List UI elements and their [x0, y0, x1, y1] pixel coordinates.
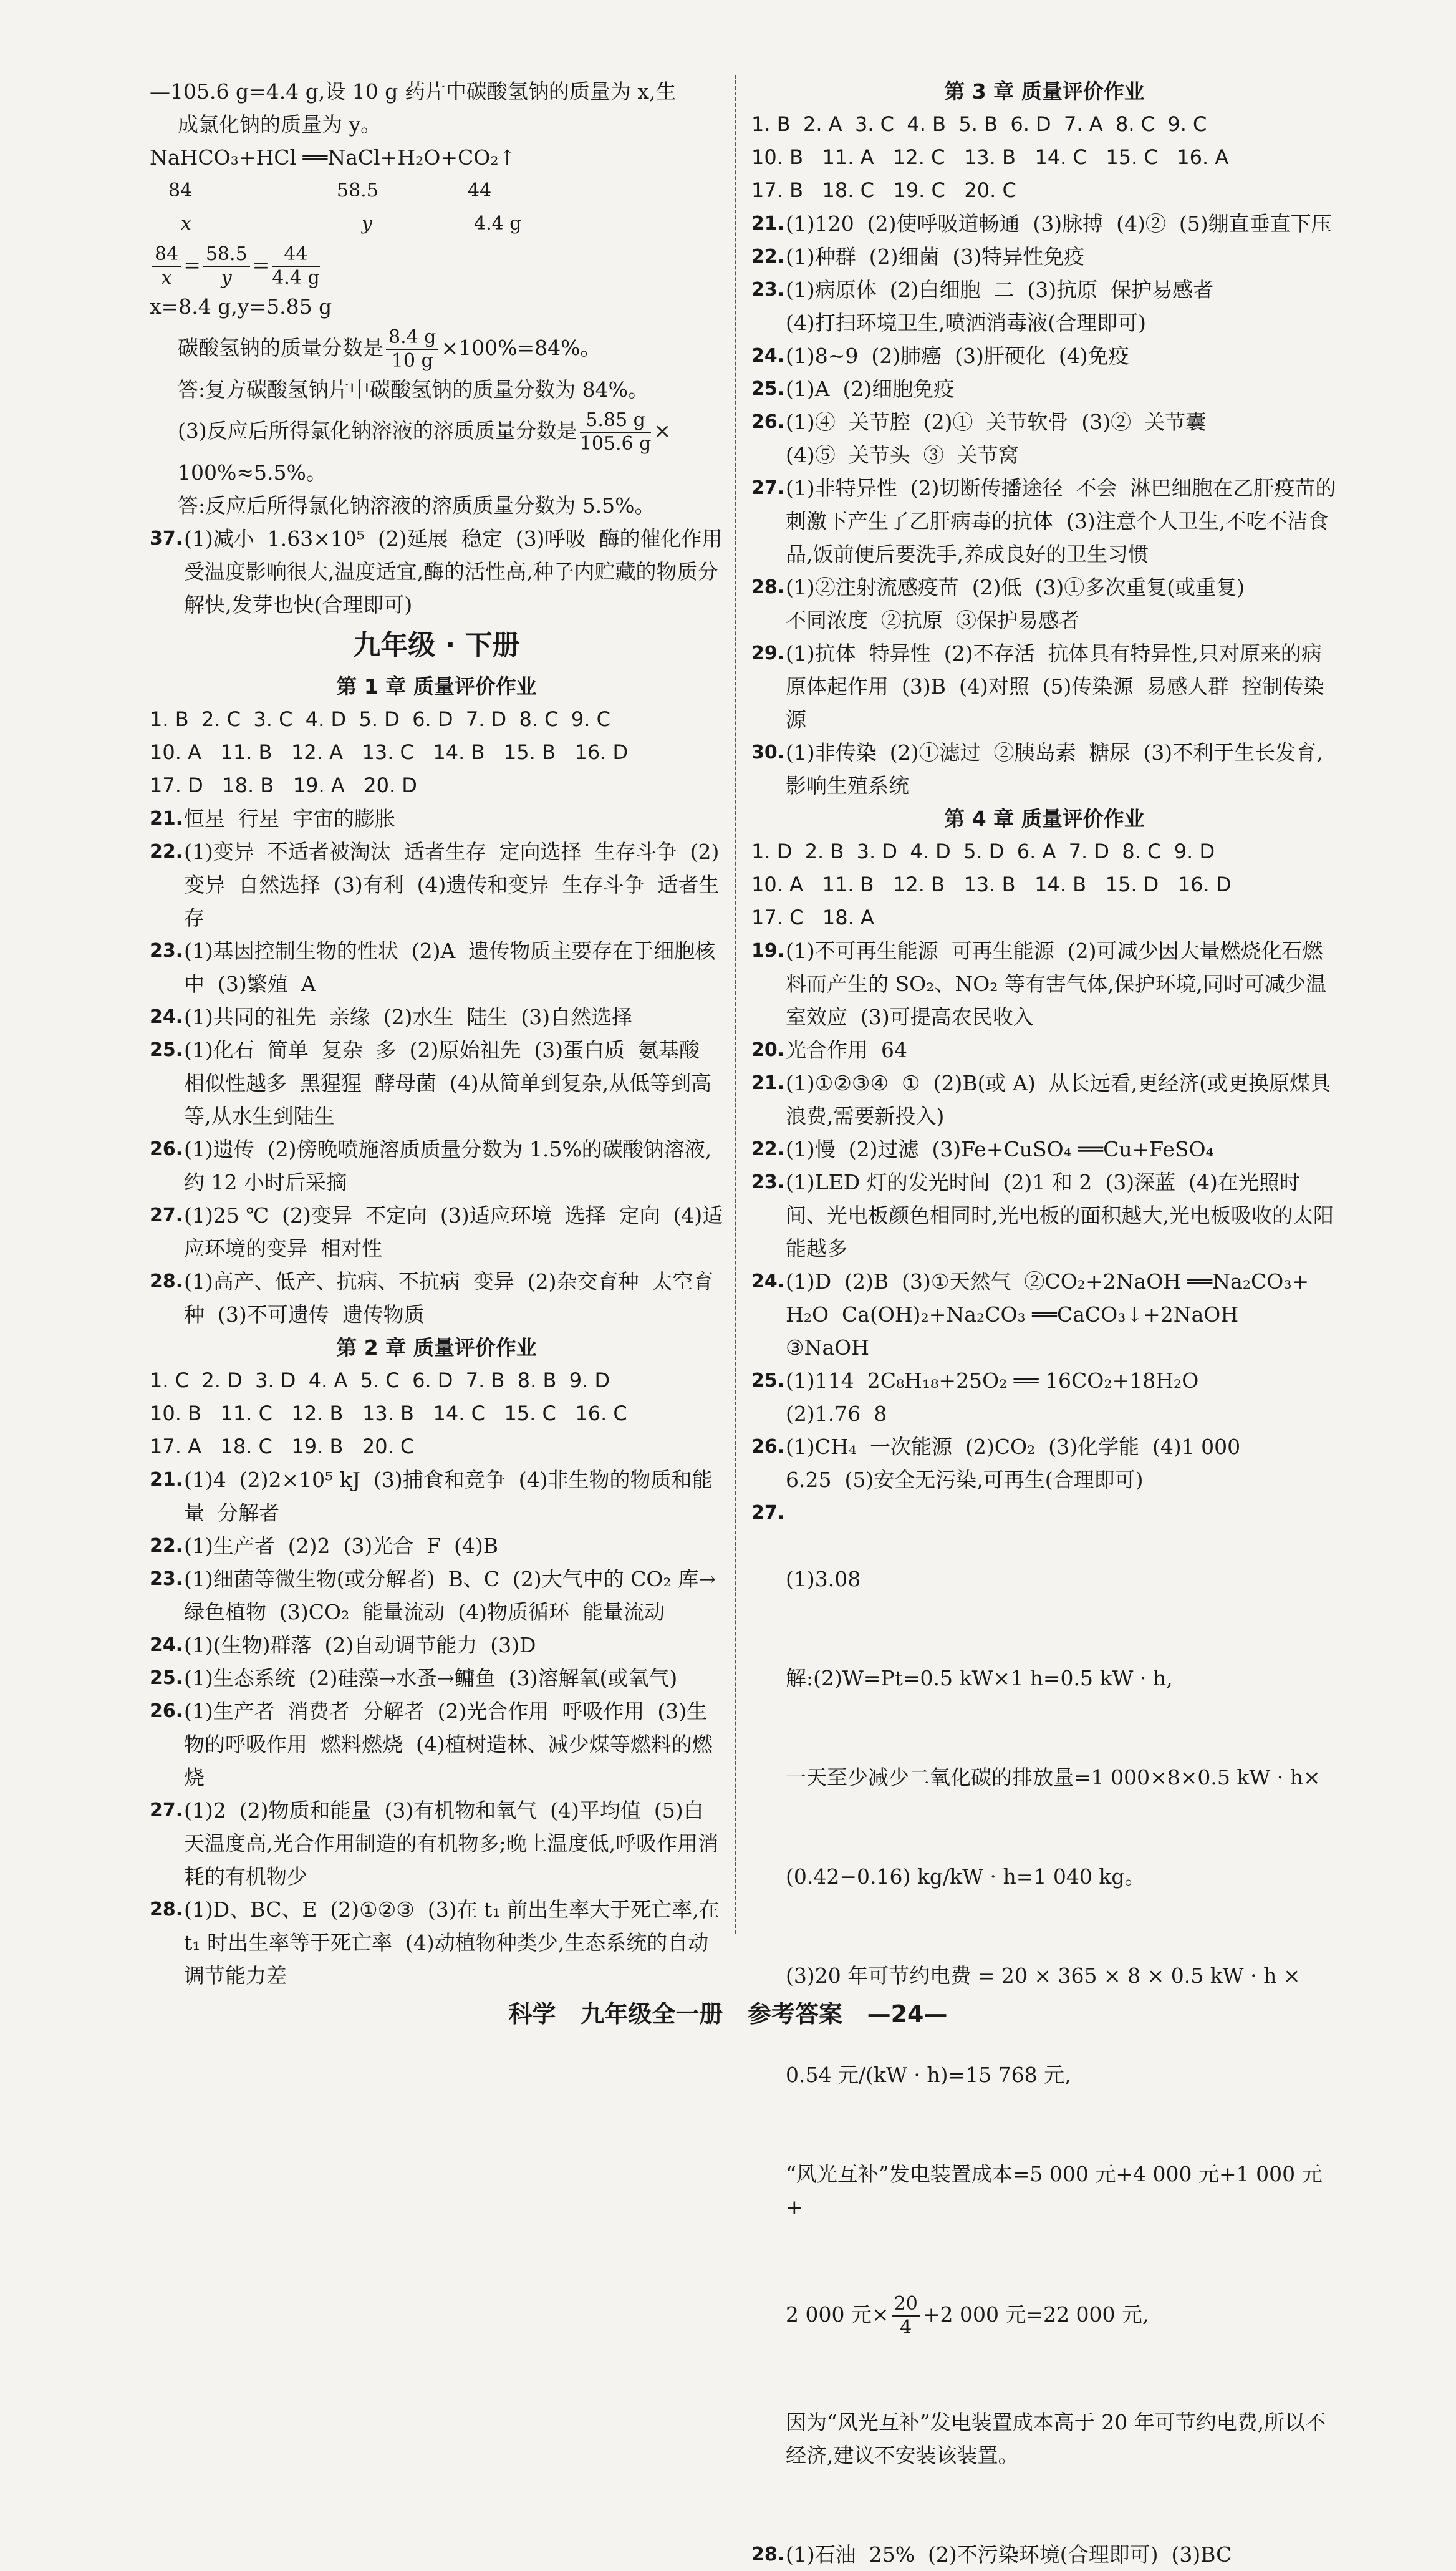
item-text: (1)化石 简单 复杂 多 (2)原始祖先 (3)蛋白质 氨基酸 相似性越多 黑猩猩 酵母菌 (4)从简单到复杂,从低等到高等,从水生到陆生: [184, 1038, 713, 1128]
answer-item: [150, 802, 723, 835]
ratio-equation: $\frac{84}{x}$ = $\frac{58.5}{y}$ = $\frac{44}{4.4 g}$: [150, 240, 723, 290]
answer-item: [150, 1133, 723, 1199]
answer-line: 答:反应后所得氯化钠溶液的溶质质量分数为 5.5%。: [178, 493, 655, 518]
answer-item: [751, 637, 1338, 736]
equation-vars: [150, 207, 723, 240]
item-number: 22.: [751, 246, 785, 268]
equation-values: [150, 174, 723, 207]
item-number: 21.: [751, 213, 785, 235]
left-column: [150, 75, 726, 1992]
item-number: 22.: [751, 1138, 785, 1160]
item-text: (1)生态系统 (2)硅藻→水蚤→鳙鱼 (3)溶解氧(或氧气): [184, 1666, 678, 1690]
answer-list: [150, 802, 723, 1331]
chapter-title: 第 2 章 质量评价作业: [336, 1335, 537, 1360]
mc-row: 10. B 11. C 12. B 13. B 14. C 15. C 16. C: [150, 1402, 627, 1425]
item-text: (1)基因控制生物的性状 (2)A 遗传物质主要存在于细胞核中 (3)繁殖 A: [184, 939, 716, 996]
item-number: 24.: [751, 345, 785, 367]
fraction: $\frac{44}{4.4 g}$: [272, 243, 320, 289]
item-number: 22.: [150, 841, 183, 863]
item-text: (1)114 2C₈H₁₈+25O₂ ══ 16CO₂+18H₂O (2)1.76 8: [786, 1368, 1199, 1426]
item-text: 恒星 行星 宇宙的膨胀: [184, 806, 395, 831]
answer-item: [751, 736, 1338, 802]
fraction: $\frac{84}{x}$: [152, 243, 181, 289]
fraction: $\frac{20}{4}$: [892, 2293, 920, 2339]
text-line: 2 000 元× $\frac{20}{4}$ +2 000 元=22 000 元,: [786, 2293, 1149, 2338]
item-number: 37.: [150, 528, 183, 550]
mc-row: 10. A 11. B 12. A 13. C 14. B 15. B 16. D: [150, 740, 629, 764]
answer-item: [751, 1364, 1338, 1430]
answer-line: 答:复方碳酸氢钠片中碳酸氢钠的质量分数为 84%。: [178, 377, 648, 402]
mc-row: 10. B 11. A 12. C 13. B 14. C 15. C 16. A: [751, 145, 1229, 169]
mc-row: 17. A 18. C 19. B 20. C: [150, 1435, 415, 1458]
fraction: $\frac{8.4 g}{10 g}$: [386, 326, 438, 372]
answer-item: [751, 273, 1338, 339]
answer-item: [150, 1529, 723, 1562]
item-number: 30.: [751, 742, 785, 763]
text-line: —105.6 g=4.4 g,设 10 g 药片中碳酸氢钠的质量为 x,生: [150, 79, 677, 104]
answer-item: [150, 522, 723, 621]
item-number: 27.: [751, 477, 785, 499]
mc-row: 1. C 2. D 3. D 4. A 5. C 6. D 7. B 8. B 9. D: [150, 1368, 610, 1392]
item-text: (1)①②③④ ① (2)B(或 A) 从长远看,更经济(或更换原煤具浪费,需要新投入): [786, 1071, 1331, 1128]
text-line: 0.54 元/(kW · h)=15 768 元,: [786, 2063, 1071, 2087]
item-text: (1)生产者 (2)2 (3)光合 F (4)B: [184, 1534, 499, 1558]
item-number: 25.: [751, 1370, 785, 1392]
item-number: 26.: [751, 1436, 785, 1458]
item-text: (1)②注射流感疫苗 (2)低 (3)①多次重复(或重复) 不同浓度 ②抗原 ③保护易感者: [786, 575, 1245, 632]
item-text: (1)120 (2)使呼吸道畅通 (3)脉搏 (4)② (5)绷直垂直下压: [786, 211, 1332, 236]
item-text: (1)④ 关节腔 (2)① 关节软骨 (3)② 关节囊 (4)⑤ 关节头 ③ 关节窝: [786, 410, 1207, 467]
text-line: 一天至少减少二氧化碳的排放量=1 000×8×0.5 kW · h×: [786, 1765, 1321, 1789]
item-number: 25.: [751, 378, 785, 400]
answer-item: [751, 405, 1338, 472]
item-text: (1)8~9 (2)肺癌 (3)肝硬化 (4)免疫: [786, 344, 1129, 368]
text-line: (3)反应后所得氯化钠溶液的溶质质量分数是 $\frac{5.85 g}{105.6 g}$ ×: [178, 409, 672, 455]
section-title: 九年级 · 下册: [353, 629, 520, 661]
item-text: (1)4 (2)2×10⁵ kJ (3)捕食和竞争 (4)非生物的物质和能量 分解者: [184, 1468, 713, 1525]
item-number: 23.: [150, 940, 183, 962]
item-number: 28.: [150, 1271, 183, 1292]
mc-row: 1. B 2. A 3. C 4. B 5. B 6. D 7. A 8. C 9. C: [751, 112, 1207, 136]
var: 4.4 g: [474, 213, 522, 235]
item-text: (1)CH₄ 一次能源 (2)CO₂ (3)化学能 (4)1 000 6.25 (5)安全无污染,可再生(合理即可): [786, 1435, 1241, 1492]
item-number: 23.: [751, 279, 785, 301]
answer-item: [150, 1265, 723, 1331]
answer-item: [751, 934, 1338, 1034]
item-text: (1)生产者 消费者 分解者 (2)光合作用 呼吸作用 (3)生物的呼吸作用 燃料燃烧 (4)植树造林、减少煤等燃料的燃烧: [184, 1699, 713, 1789]
item-text: (1)不可再生能源 可再生能源 (2)可减少因大量燃烧化石燃料而产生的 SO₂、NO₂ 等有害气体,保护环境,同时可减少温室效应 (3)可提高农民收入: [786, 939, 1327, 1029]
item-number: 27.: [751, 1502, 785, 1524]
right-column: [751, 75, 1338, 2571]
text-line: (0.42−0.16) kg/kW · h=1 040 kg。: [786, 1864, 1145, 1889]
text-line: (1)3.08: [786, 1567, 861, 1591]
item-text: (1)减小 1.63×10⁵ (2)延展 稳定 (3)呼吸 酶的催化作用受温度影响很大,温度适宜,酶的活性高,种子内贮藏的物质分解快,发芽也快(合理即可): [184, 526, 723, 617]
answer-item: [150, 1629, 723, 1662]
answer-item: [150, 835, 723, 934]
item-number: 24.: [150, 1006, 183, 1028]
item-text: (1)慢 (2)过滤 (3)Fe+CuSO₄ ══Cu+FeSO₄: [786, 1137, 1214, 1161]
item-text: (1)25 ℃ (2)变异 不定向 (3)适应环境 选择 定向 (4)适应环境的变异 相对性: [184, 1203, 723, 1261]
mc-row: 1. B 2. C 3. C 4. D 5. D 6. D 7. D 8. C 9. C: [150, 707, 610, 731]
item-text: (1)抗体 特异性 (2)不存活 抗体具有特异性,只对原来的病原体起作用 (3)B (4)对照 (5)传染源 易感人群 控制传染源: [786, 641, 1324, 732]
chemical-equation: NaHCO₃+HCl ══NaCl+H₂O+CO₂↑: [150, 145, 516, 170]
fraction: $\frac{58.5}{y}$: [203, 243, 250, 289]
mc-row: 10. A 11. B 12. B 13. B 14. B 15. D 16. D: [751, 873, 1232, 896]
column-divider: [735, 75, 736, 1934]
item-text: (1)非特异性 (2)切断传播途径 不会 淋巴细胞在乙肝疫苗的刺激下产生了乙肝病毒的抗体 (3)注意个人卫生,不吃不洁食品,饭前便后要洗手,养成良好的卫生习惯: [786, 476, 1336, 566]
mc-row: 17. C 18. A: [751, 906, 874, 929]
answer-item: [751, 1430, 1338, 1496]
page-footer: 科学 九年级全一册 参考答案 —24—: [508, 2000, 948, 2028]
value: 44: [468, 180, 492, 201]
answer-item: [751, 2538, 1338, 2571]
text-line: (3)20 年可节约电费 = 20 × 365 × 8 × 0.5 kW · h ×: [786, 1963, 1301, 1988]
value: 84: [168, 180, 193, 201]
answer-item: [150, 1199, 723, 1265]
item-number: 19.: [751, 940, 785, 962]
answer-item: [751, 240, 1338, 273]
item-text: (1)D (2)B (3)①天然气 ②CO₂+2NaOH ══Na₂CO₃+ H₂O Ca(OH)₂+Na₂CO₃ ══CaCO₃↓+2NaOH ③NaOH: [786, 1269, 1309, 1360]
answer-item: [150, 1662, 723, 1695]
item-number: 26.: [751, 411, 785, 433]
item-number: 24.: [150, 1634, 183, 1656]
item-number: 24.: [751, 1271, 785, 1292]
fraction: $\frac{5.85 g}{105.6 g}$: [579, 409, 652, 455]
answer-item: [150, 1893, 726, 1992]
item-number: 28.: [751, 576, 785, 598]
item-text: (1)LED 灯的发光时间 (2)1 和 2 (3)深蓝 (4)在光照时间、光电板颜色相同时,光电板的面积越大,光电板吸收的太阳能越多: [786, 1170, 1334, 1261]
answer-item: [751, 1067, 1338, 1133]
item-number: 28.: [751, 2544, 785, 2565]
answer-list: [751, 934, 1338, 1496]
item-number: 22.: [150, 1535, 183, 1557]
answer-item: [751, 207, 1338, 240]
answer-item: [150, 1794, 723, 1893]
chapter-title: 第 3 章 质量评价作业: [944, 79, 1145, 104]
item-text: 光合作用 64: [786, 1038, 907, 1062]
item-text: (1)2 (2)物质和能量 (3)有机物和氧气 (4)平均值 (5)白天温度高,光合作用制造的有机物多;晚上温度低,呼吸作用消耗的有机物少: [184, 1798, 719, 1889]
text-line: x=8.4 g,y=5.85 g: [150, 294, 332, 319]
answer-item: [150, 1034, 723, 1133]
text-line: 成氯化钠的质量为 y。: [178, 112, 382, 137]
answer-item: [751, 339, 1338, 372]
item-text: (1)遗传 (2)傍晚喷施溶质质量分数为 1.5%的碳酸钠溶液,约 12 小时后采摘: [184, 1137, 712, 1194]
item-number: 20.: [751, 1039, 785, 1061]
item-text: (1)细菌等微生物(或分解者) B、C (2)大气中的 CO₂ 库→绿色植物 (3)CO₂ 能量流动 (4)物质循环 能量流动: [184, 1567, 716, 1624]
item-number: 27.: [150, 1204, 183, 1226]
item-text: (1)A (2)细胞免疫: [786, 377, 955, 401]
answer-item: [751, 571, 1338, 637]
answer-item: [751, 1034, 1338, 1067]
chapter-title: 第 4 章 质量评价作业: [944, 806, 1145, 831]
item-text: (1)共同的祖先 亲缘 (2)水生 陆生 (3)自然选择: [184, 1005, 633, 1029]
item-number: 21.: [150, 1469, 183, 1491]
item-number: 26.: [150, 1138, 183, 1160]
answer-item: [751, 372, 1338, 405]
item-number: 21.: [751, 1072, 785, 1094]
var: y: [362, 213, 372, 235]
item-text: (1)种群 (2)细菌 (3)特异性免疫: [786, 245, 1085, 269]
answer-item: [150, 1463, 723, 1529]
answer-item: [150, 934, 723, 1000]
mc-row: 1. D 2. B 3. D 4. D 5. D 6. A 7. D 8. C 9. D: [751, 840, 1215, 863]
answer-item: [150, 1562, 723, 1629]
text-line: 碳酸氢钠的质量分数是 $\frac{8.4 g}{10 g}$ ×100%=84%。: [178, 326, 601, 372]
value: 58.5: [337, 180, 378, 201]
item-text: (1)D、BC、E (2)①②③ (3)在 t₁ 前出生率大于死亡率,在 t₁ 时出生率等于死亡率 (4)动植物种类少,生态系统的自动调节能力差: [184, 1897, 726, 1988]
text-line: 解:(2)W=Pt=0.5 kW×1 h=0.5 kW · h,: [786, 1666, 1173, 1690]
mc-row: 17. B 18. C 19. C 20. C: [751, 178, 1016, 202]
answer-item: [751, 1265, 1338, 1364]
text-line: 因为“风光互补”发电装置成本高于 20 年可节约电费,所以不经济,建议不安装该装置。: [786, 2410, 1326, 2467]
item-number: 23.: [751, 1171, 785, 1193]
answer-item: [751, 472, 1338, 571]
item-number: 26.: [150, 1700, 183, 1722]
item-text: (1)石油 25% (2)不污染环境(合理即可) (3)BC: [786, 2542, 1232, 2567]
answer-list: [751, 207, 1338, 802]
item-number: 21.: [150, 808, 183, 830]
text-line: “风光互补”发电装置成本=5 000 元+4 000 元+1 000 元+: [786, 2162, 1323, 2219]
answer-item: [751, 1133, 1338, 1166]
answer-item: [150, 1000, 723, 1034]
item-text: (1)高产、低产、抗病、不抗病 变异 (2)杂交育种 太空育种 (3)不可遗传 遗传物质: [184, 1269, 714, 1327]
item-number: 23.: [150, 1568, 183, 1590]
answer-item: [751, 1166, 1338, 1265]
text-line: 100%≈5.5%。: [178, 460, 327, 485]
item-text: (1)非传染 (2)①滤过 ②胰岛素 糖尿 (3)不利于生长发育,影响生殖系统: [786, 740, 1323, 798]
item-number: 25.: [150, 1667, 183, 1689]
item-number: 28.: [150, 1899, 183, 1920]
item-number: 29.: [751, 642, 785, 664]
var: x: [181, 213, 191, 235]
item-text: (1)(生物)群落 (2)自动调节能力 (3)D: [184, 1633, 536, 1657]
answer-list: [150, 1463, 726, 1992]
answer-item: [150, 1695, 723, 1794]
chapter-title: 第 1 章 质量评价作业: [336, 674, 537, 699]
item-text: (1)变异 不适者被淘汰 适者生存 定向选择 生存斗争 (2)变异 自然选择 (3)有利 (4)遗传和变异 生存斗争 适者生存: [184, 840, 720, 930]
item-text: (1)病原体 (2)白细胞 二 (3)抗原 保护易感者 (4)打扫环境卫生,喷洒消毒液(合理即可): [786, 278, 1214, 335]
mc-row: 17. D 18. B 19. A 20. D: [150, 773, 417, 797]
item-number: 25.: [150, 1039, 183, 1061]
item-number: 27.: [150, 1799, 183, 1821]
